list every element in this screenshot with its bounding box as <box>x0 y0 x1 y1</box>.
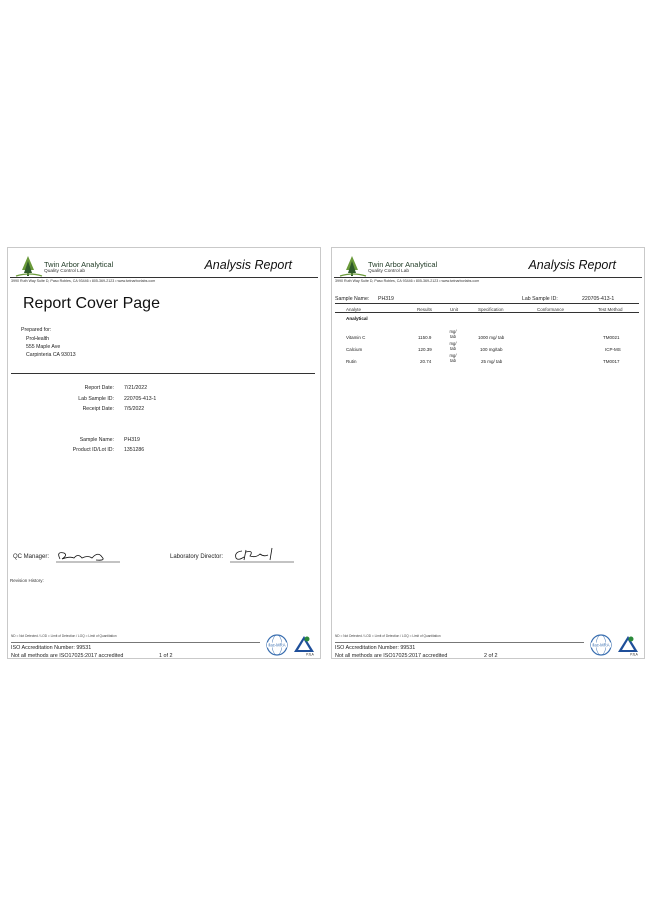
revision-history-label: Revision History: <box>10 578 44 583</box>
unit-cell: mg/ tab <box>449 329 457 339</box>
client-street: 555 Maple Ave <box>26 344 61 350</box>
product-id-label: Product ID/Lot ID: <box>72 447 114 453</box>
test-method-cell: TM0021 <box>603 335 620 340</box>
header-divider <box>334 277 642 278</box>
lab-sample-id-label: Lab Sample ID: <box>522 296 558 302</box>
specification-cell: 1000 mg/ tab <box>478 335 505 340</box>
header-divider <box>10 277 318 278</box>
iso-accreditation-number: ISO Accreditation Number: 99531 <box>11 645 92 651</box>
lab-sample-id-value: 220705-413-1 <box>124 396 157 402</box>
result-cell: 20.74 <box>420 359 432 364</box>
lab-director-signature <box>226 546 296 565</box>
ilac-mra-logo <box>588 634 614 656</box>
report-title: Analysis Report <box>528 258 616 272</box>
prepared-for-label: Prepared for: <box>21 327 52 333</box>
qc-manager-signature <box>52 547 122 565</box>
analyte-cell: Vitamin C <box>346 335 366 340</box>
sample-name-value: PH319 <box>124 437 140 443</box>
lab-director-label: Laboratory Director: <box>170 554 224 560</box>
report-title: Analysis Report <box>204 258 292 272</box>
report-date-label: Report Date: <box>84 385 114 391</box>
company-address: 3990 Ruth Way Suite D, Paso Robles, CA 93446 • 805-369-2123 • www.twinarborlabs.com <box>335 279 480 283</box>
client-city: Carpinteria CA 93013 <box>26 352 76 358</box>
column-header-results: Results <box>417 307 433 312</box>
specification-cell: 100 mg/tab <box>480 347 503 352</box>
test-method-cell: TM0017 <box>603 359 620 364</box>
cover-divider <box>11 373 315 374</box>
analyte-cell: Calcium <box>346 347 363 352</box>
sample-name-label: Sample Name: <box>79 437 114 443</box>
result-cell: 1150.9 <box>418 335 432 340</box>
abbreviations-footnote: ND = Not Detected / LOD = Limit of Detection / LOQ = Limit of Quantitation <box>335 634 441 638</box>
company-name: Twin Arbor Analytical <box>44 260 114 269</box>
lab-sample-id-label: Lab Sample ID: <box>78 396 114 402</box>
unit-cell: mg/ tab <box>449 353 457 363</box>
sample-divider <box>335 303 639 304</box>
pjla-logo <box>616 634 640 656</box>
qc-manager-label: QC Manager: <box>13 554 50 560</box>
footer-divider <box>11 642 260 643</box>
test-method-cell: ICP-MS <box>605 347 621 352</box>
column-header-analyte: Analyte <box>346 307 362 312</box>
product-id-value: 1351286 <box>124 447 145 453</box>
iso-accreditation-number: ISO Accreditation Number: 99531 <box>335 645 416 651</box>
pjla-text: PJLA <box>306 652 314 656</box>
column-header-divider <box>335 312 639 313</box>
receipt-date-value: 7/5/2022 <box>124 406 145 412</box>
receipt-date-label: Receipt Date: <box>82 406 114 412</box>
sample-name-value: PH319 <box>378 296 394 302</box>
company-subtitle: Quality Control Lab <box>368 269 410 274</box>
footer-divider <box>335 642 584 643</box>
pjla-text: PJLA <box>630 652 638 656</box>
sample-name-label: Sample Name: <box>335 296 370 302</box>
specification-cell: 25 mg/ tab <box>481 359 503 364</box>
client-name: ProHealth <box>26 336 50 342</box>
ilac-mra-text: ilac-MRA <box>592 642 610 648</box>
company-name: Twin Arbor Analytical <box>368 260 438 269</box>
page-heading: Report Cover Page <box>23 295 160 312</box>
column-header-unit: Unit <box>450 307 459 312</box>
analysis-results-page <box>331 247 645 659</box>
pjla-logo <box>292 634 316 656</box>
lab-sample-id-value: 220705-413-1 <box>582 296 615 302</box>
unit-cell: mg/ tab <box>449 341 457 351</box>
report-cover-page <box>7 247 321 659</box>
iso-accreditation-statement: Not all methods are ISO17025:2017 accredited <box>335 653 448 659</box>
page-number: 1 of 2 <box>159 653 173 659</box>
column-header-test-method: Test Method <box>598 307 623 312</box>
column-header-specification: Specification <box>478 307 504 312</box>
ilac-mra-logo <box>264 634 290 656</box>
result-cell: 120.39 <box>418 347 432 352</box>
ilac-mra-text: ilac-MRA <box>268 642 286 648</box>
page-number: 2 of 2 <box>484 653 498 659</box>
abbreviations-footnote: ND = Not Detected / LOD = Limit of Detection / LOQ = Limit of Quantitation <box>11 634 117 638</box>
iso-accreditation-statement: Not all methods are ISO17025:2017 accredited <box>11 653 124 659</box>
report-date-value: 7/21/2022 <box>124 385 148 391</box>
section-label: Analytical <box>346 316 368 321</box>
column-header-conformance: Conformance <box>537 307 565 312</box>
analyte-cell: Rutin <box>346 359 357 364</box>
company-subtitle: Quality Control Lab <box>44 269 86 274</box>
company-address: 3990 Ruth Way Suite D, Paso Robles, CA 93446 • 805-369-2123 • www.twinarborlabs.com <box>11 279 156 283</box>
